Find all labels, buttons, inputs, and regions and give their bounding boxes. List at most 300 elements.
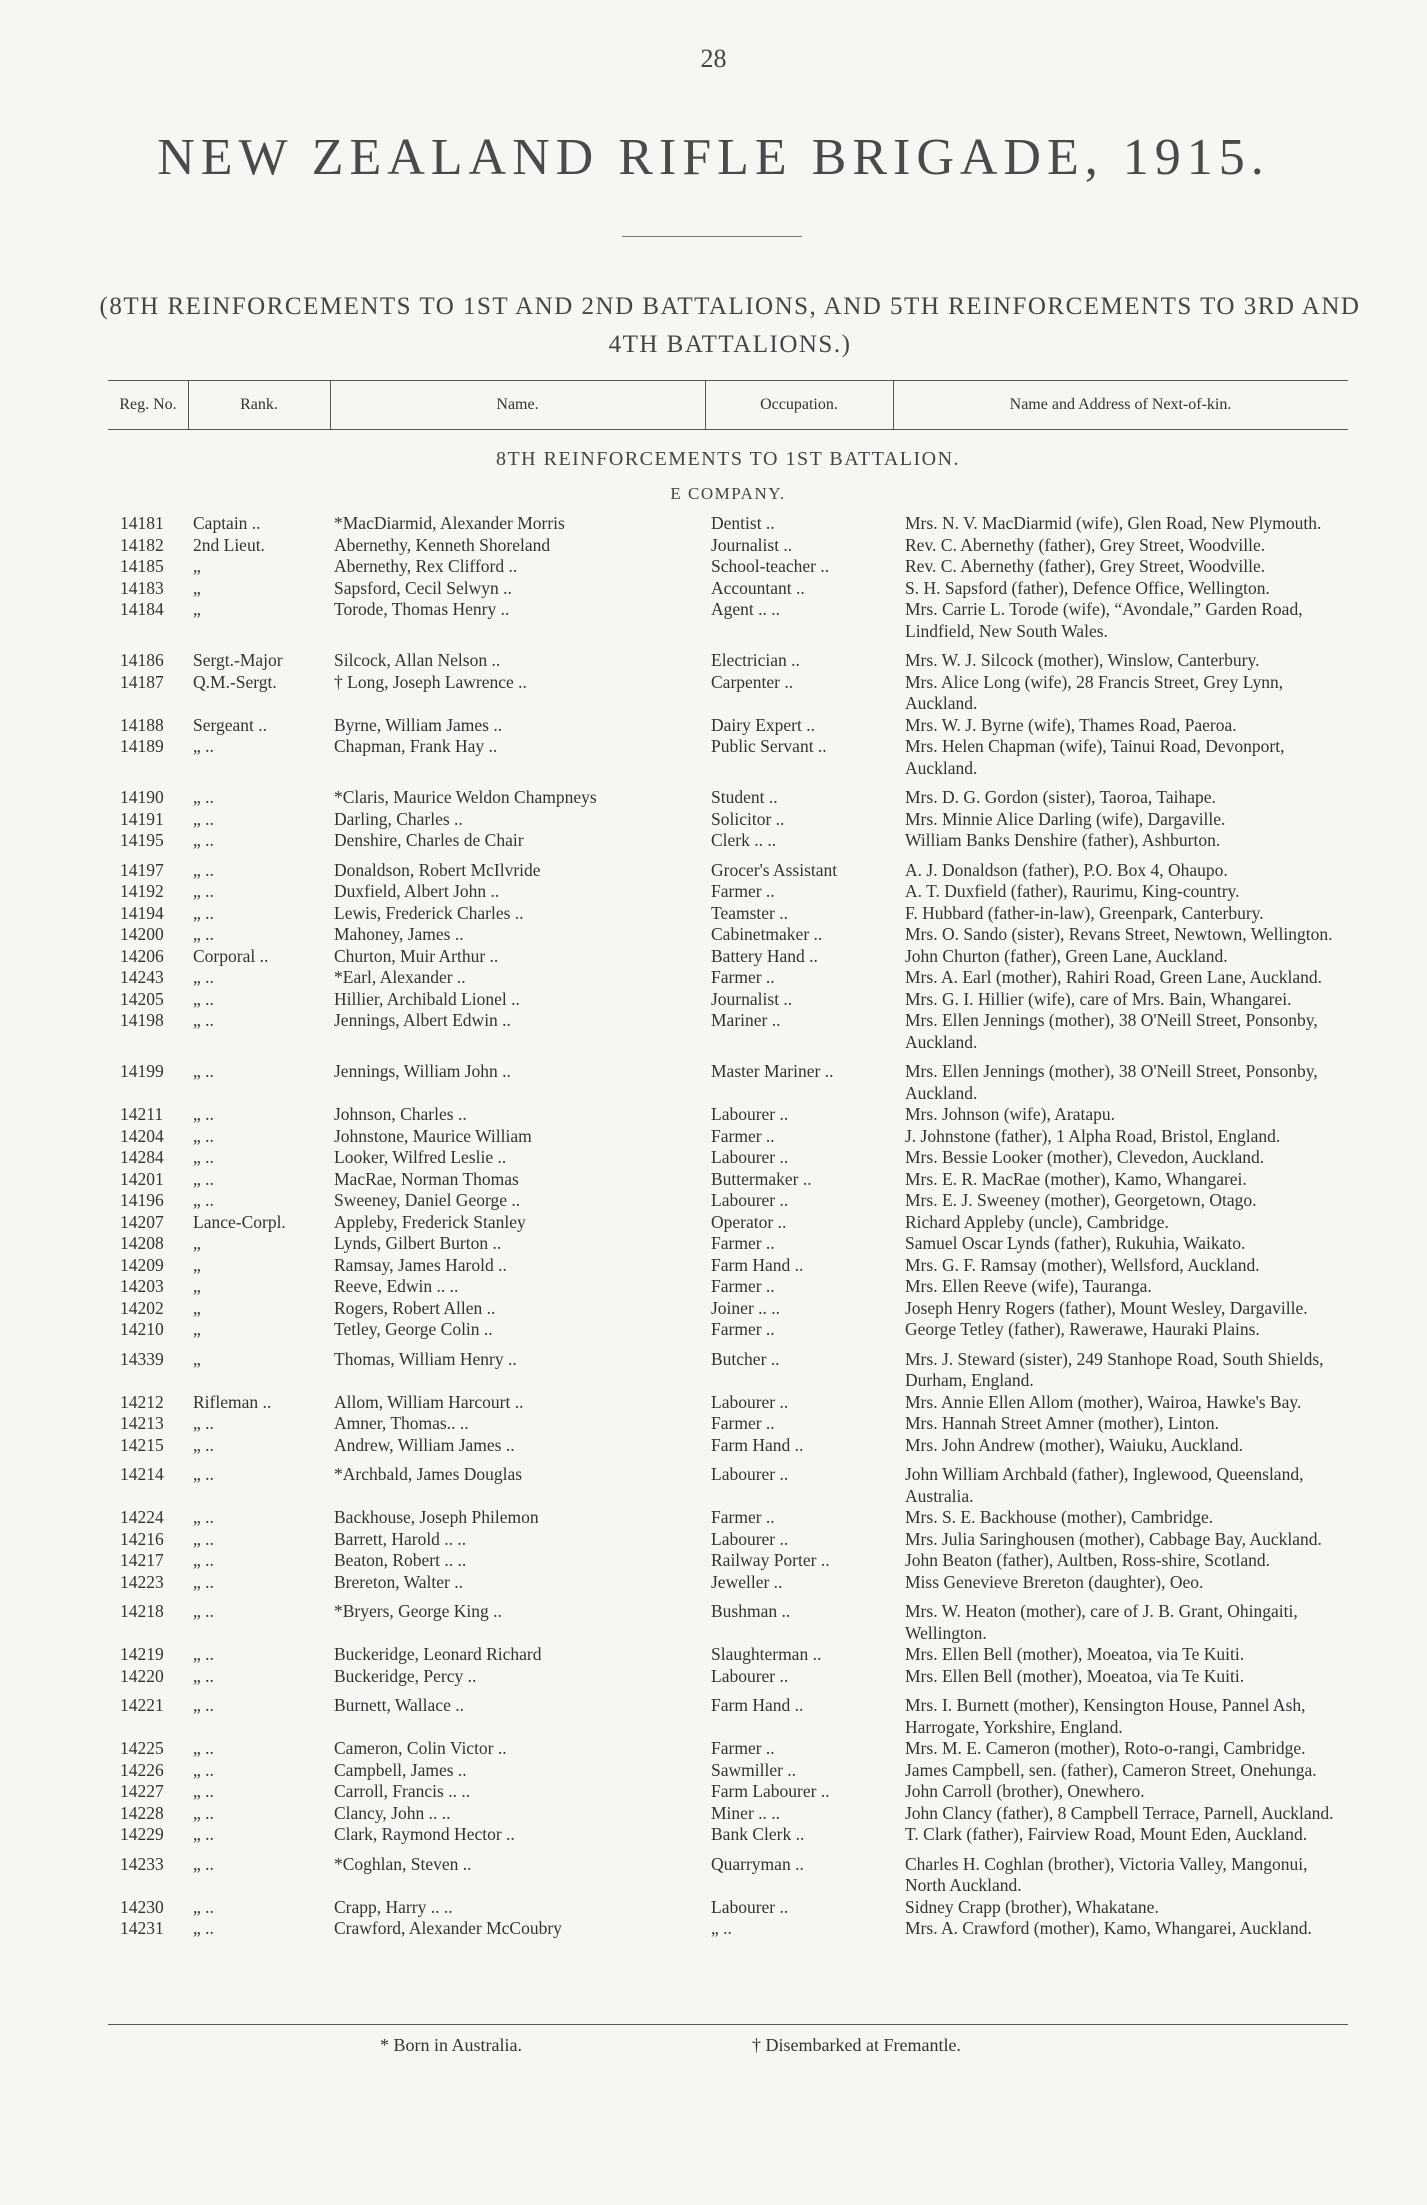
next-of-kin-cell: Mrs. Johnson (wife), Aratapu. <box>905 1104 1115 1124</box>
rank-cell: „ .. <box>193 808 214 829</box>
table-row <box>108 1319 1348 1341</box>
column-header-occupation: Occupation. <box>705 381 894 429</box>
table-row <box>108 672 1348 715</box>
rank-cell: „ <box>193 1233 201 1253</box>
reg-no-cell: 14231 <box>120 1918 164 1938</box>
name-cell: Brereton, Walter .. <box>334 1571 463 1592</box>
rank-cell: Captain .. <box>193 513 261 533</box>
rank-cell: Corporal .. <box>193 945 269 966</box>
table-row <box>108 1824 1348 1846</box>
occupation-cell: Electrician .. <box>711 650 800 670</box>
occupation-cell: Sawmiller .. <box>711 1759 797 1780</box>
next-of-kin-cell: Mrs. W. J. Silcock (mother), Winslow, Canterbury. <box>905 650 1260 670</box>
next-of-kin-cell: Mrs. J. Steward (sister), 249 Stanhope Road, South Shields, Durham, England. <box>905 1348 1324 1390</box>
next-of-kin-cell: Rev. C. Abernethy (father), Grey Street, Woodville. <box>905 534 1266 555</box>
roll-table-body <box>108 513 1348 1940</box>
name-cell: Chapman, Frank Hay .. <box>334 736 498 756</box>
reg-no-cell: 14200 <box>120 924 164 944</box>
reg-no-cell: 14191 <box>120 808 164 829</box>
name-cell: Byrne, William James .. <box>334 714 503 735</box>
name-cell: Jennings, Albert Edwin .. <box>334 1010 511 1030</box>
reg-no-cell: 14186 <box>120 650 164 670</box>
name-cell: Mahoney, James .. <box>334 924 464 944</box>
reg-no-cell: 14217 <box>120 1550 164 1570</box>
occupation-cell: Slaughterman .. <box>711 1644 822 1664</box>
reg-no-cell: 14220 <box>120 1665 164 1686</box>
reg-no-cell: 14226 <box>120 1759 164 1780</box>
next-of-kin-cell: Mrs. G. F. Ramsay (mother), Wellsford, Auckland. <box>905 1254 1260 1275</box>
rank-cell: „ .. <box>193 1918 214 1938</box>
reg-no-cell: 14201 <box>120 1168 164 1189</box>
next-of-kin-cell: Mrs. Bessie Looker (mother), Clevedon, Auckland. <box>905 1147 1265 1167</box>
rank-cell: Q.M.-Sergt. <box>193 671 277 692</box>
page-number: 28 <box>700 44 727 73</box>
occupation-cell: Mariner .. <box>711 1010 781 1030</box>
rank-cell: „ .. <box>193 924 214 944</box>
occupation-cell: Labourer .. <box>711 1391 789 1412</box>
name-cell: Thomas, William Henry .. <box>334 1348 517 1369</box>
name-cell: Carroll, Francis .. .. <box>334 1781 471 1801</box>
reg-no-cell: 14230 <box>120 1896 164 1917</box>
reg-no-cell: 14211 <box>120 1104 164 1124</box>
next-of-kin-cell: Richard Appleby (uncle), Cambridge. <box>905 1211 1169 1232</box>
table-row <box>108 513 1348 535</box>
name-cell: Denshire, Charles de Chair <box>334 830 524 850</box>
occupation-cell: Farmer .. <box>711 967 775 987</box>
reg-no-cell: 14216 <box>120 1528 164 1549</box>
name-cell: Johnstone, Maurice William <box>334 1125 532 1146</box>
next-of-kin-cell: John Churton (father), Green Lane, Auckland. <box>905 945 1228 966</box>
next-of-kin-cell: Mrs. Carrie L. Torode (wife), “Avondale,” Garden Road, Lindfield, New South Wales. <box>905 599 1303 641</box>
name-cell: Rogers, Robert Allen .. <box>334 1297 496 1318</box>
rank-cell: „ <box>193 1297 201 1318</box>
rank-cell: „ .. <box>193 1550 214 1570</box>
table-row <box>108 830 1348 852</box>
next-of-kin-cell: Charles H. Coghlan (brother), Victoria Valley, Mangonui, North Auckland. <box>905 1853 1308 1895</box>
name-cell: Ramsay, James Harold .. <box>334 1254 507 1275</box>
occupation-cell: Labourer .. <box>711 1190 789 1210</box>
rank-cell: „ <box>193 1254 201 1275</box>
rank-cell: „ .. <box>193 859 214 880</box>
occupation-cell: Farm Hand .. <box>711 1695 804 1715</box>
reg-no-cell: 14202 <box>120 1297 164 1318</box>
name-cell: Clancy, John .. .. <box>334 1802 451 1823</box>
name-cell: Lewis, Frederick Charles .. <box>334 902 524 923</box>
rank-cell: „ .. <box>193 1434 214 1455</box>
next-of-kin-cell: Mrs. G. I. Hillier (wife), care of Mrs. Bain, Whangarei. <box>905 988 1292 1009</box>
table-row <box>108 1413 1348 1435</box>
rank-cell: „ .. <box>193 830 214 850</box>
occupation-cell: Battery Hand .. <box>711 945 818 966</box>
page-title: NEW ZEALAND RIFLE BRIGADE, 1915. <box>157 129 1270 186</box>
reg-no-cell: 14233 <box>120 1853 164 1874</box>
table-row <box>108 599 1348 642</box>
footnote-born-australia: * Born in Australia. <box>380 2035 522 2055</box>
name-cell: Donaldson, Robert McIlvride <box>334 859 541 880</box>
occupation-cell: Accountant .. <box>711 577 805 598</box>
table-row <box>108 556 1348 578</box>
rank-cell: „ .. <box>193 1738 214 1758</box>
table-row <box>108 1104 1348 1126</box>
table-row <box>108 1392 1348 1414</box>
next-of-kin-cell: Mrs. D. G. Gordon (sister), Taoroa, Taihape. <box>905 787 1216 807</box>
rank-cell: „ .. <box>193 787 214 807</box>
table-row <box>108 809 1348 831</box>
occupation-cell: Buttermaker .. <box>711 1168 812 1189</box>
name-cell: † Long, Joseph Lawrence .. <box>334 671 527 692</box>
next-of-kin-cell: Mrs. Alice Long (wife), 28 Francis Street, Grey Lynn, Auckland. <box>905 671 1284 713</box>
table-row <box>108 1760 1348 1782</box>
rank-cell: „ .. <box>193 1781 214 1801</box>
reg-no-cell: 14227 <box>120 1781 164 1801</box>
reg-no-cell: 14194 <box>120 902 164 923</box>
occupation-cell: Farm Hand .. <box>711 1254 804 1275</box>
next-of-kin-cell: Mrs. Ellen Bell (mother), Moeatoa, via Te Kuiti. <box>905 1665 1245 1686</box>
name-cell: Torode, Thomas Henry .. <box>334 599 510 619</box>
occupation-cell: Master Mariner .. <box>711 1061 834 1081</box>
occupation-cell: Journalist .. <box>711 988 793 1009</box>
next-of-kin-cell: Samuel Oscar Lynds (father), Rukuhia, Waikato. <box>905 1233 1246 1253</box>
rank-cell: „ .. <box>193 1190 214 1210</box>
rank-cell: „ .. <box>193 1061 214 1081</box>
next-of-kin-cell: John William Archbald (father), Inglewood, Queensland, Australia. <box>905 1464 1304 1506</box>
occupation-cell: Labourer .. <box>711 1528 789 1549</box>
column-header-next-of-kin: Name and Address of Next-of-kin. <box>1009 396 1232 413</box>
next-of-kin-cell: Mrs. W. Heaton (mother), care of J. B. Grant, Ohingaiti, Wellington. <box>905 1601 1298 1643</box>
next-of-kin-cell: A. J. Donaldson (father), P.O. Box 4, Ohaupo. <box>905 859 1228 880</box>
next-of-kin-cell: John Clancy (father), 8 Campbell Terrace, Parnell, Auckland. <box>905 1802 1334 1823</box>
reg-no-cell: 14196 <box>120 1190 164 1210</box>
rank-cell: „ .. <box>193 1601 214 1621</box>
reg-no-cell: 14205 <box>120 988 164 1009</box>
name-cell: Backhouse, Joseph Philemon <box>334 1507 539 1527</box>
rank-cell: „ .. <box>193 902 214 923</box>
name-cell: MacRae, Norman Thomas <box>334 1168 519 1189</box>
next-of-kin-cell: Mrs. E. J. Sweeney (mother), Georgetown, Otago. <box>905 1190 1257 1210</box>
reg-no-cell: 14187 <box>120 671 164 692</box>
name-cell: *Coghlan, Steven .. <box>334 1853 472 1874</box>
reg-no-cell: 14188 <box>120 714 164 735</box>
table-row <box>108 1666 1348 1688</box>
occupation-cell: Farmer .. <box>711 1125 775 1146</box>
table-row <box>108 787 1348 809</box>
name-cell: *Claris, Maurice Weldon Champneys <box>334 787 597 807</box>
occupation-cell: Clerk .. .. <box>711 830 777 850</box>
rank-cell: „ .. <box>193 1168 214 1189</box>
rank-cell: „ <box>193 577 201 598</box>
table-row <box>108 1781 1348 1803</box>
reg-no-cell: 14224 <box>120 1507 164 1527</box>
table-row <box>108 946 1348 968</box>
next-of-kin-cell: Mrs. M. E. Cameron (mother), Roto-o-rangi, Cambridge. <box>905 1738 1306 1758</box>
reg-no-cell: 14199 <box>120 1061 164 1081</box>
table-row <box>108 1147 1348 1169</box>
occupation-cell: Butcher .. <box>711 1348 780 1369</box>
name-cell: Campbell, James .. <box>334 1759 467 1780</box>
name-cell: Sweeney, Daniel George .. <box>334 1190 521 1210</box>
next-of-kin-cell: S. H. Sapsford (father), Defence Office, Wellington. <box>905 577 1270 598</box>
reg-no-cell: 14185 <box>120 556 164 576</box>
occupation-cell: Grocer's Assistant <box>711 859 838 880</box>
occupation-cell: Labourer .. <box>711 1665 789 1686</box>
rank-cell: „ .. <box>193 1010 214 1030</box>
name-cell: Tetley, George Colin .. <box>334 1319 493 1339</box>
reg-no-cell: 14183 <box>120 577 164 598</box>
next-of-kin-cell: Mrs. Ellen Reeve (wife), Tauranga. <box>905 1276 1152 1296</box>
table-row <box>108 1738 1348 1760</box>
next-of-kin-cell: T. Clark (father), Fairview Road, Mount Eden, Auckland. <box>905 1824 1308 1844</box>
reg-no-cell: 14229 <box>120 1824 164 1844</box>
rank-cell: „ .. <box>193 967 214 987</box>
name-cell: Silcock, Allan Nelson .. <box>334 650 501 670</box>
table-row <box>108 1255 1348 1277</box>
occupation-cell: Bank Clerk .. <box>711 1824 805 1844</box>
name-cell: Abernethy, Kenneth Shoreland <box>334 534 551 555</box>
reg-no-cell: 14184 <box>120 599 164 619</box>
name-cell: Reeve, Edwin .. .. <box>334 1276 459 1296</box>
reg-no-cell: 14210 <box>120 1319 164 1339</box>
name-cell: Allom, William Harcourt .. <box>334 1391 524 1412</box>
next-of-kin-cell: Miss Genevieve Brereton (daughter), Oeo. <box>905 1571 1204 1592</box>
table-row <box>108 903 1348 925</box>
next-of-kin-cell: William Banks Denshire (father), Ashburton. <box>905 830 1221 850</box>
occupation-cell: Journalist .. <box>711 534 793 555</box>
rank-cell: „ .. <box>193 1464 214 1484</box>
next-of-kin-cell: Mrs. Annie Ellen Allom (mother), Wairoa, Hawke's Bay. <box>905 1391 1302 1412</box>
reg-no-cell: 14228 <box>120 1802 164 1823</box>
occupation-cell: Quarryman .. <box>711 1853 804 1874</box>
rank-cell: „ .. <box>193 1759 214 1780</box>
next-of-kin-cell: Mrs. A. Earl (mother), Rahiri Road, Green Lane, Auckland. <box>905 967 1322 987</box>
table-row <box>108 1435 1348 1457</box>
rank-cell: „ .. <box>193 1528 214 1549</box>
bottom-rule <box>108 2024 1348 2025</box>
reg-no-cell: 14204 <box>120 1125 164 1146</box>
occupation-cell: Railway Porter .. <box>711 1550 830 1570</box>
name-cell: *Earl, Alexander .. <box>334 967 466 987</box>
rank-cell: Sergeant .. <box>193 714 268 735</box>
table-row <box>108 1803 1348 1825</box>
table-row <box>108 1572 1348 1594</box>
next-of-kin-cell: Joseph Henry Rogers (father), Mount Wesley, Dargaville. <box>905 1297 1308 1318</box>
next-of-kin-cell: Mrs. Ellen Jennings (mother), 38 O'Neill Street, Ponsonby, Auckland. <box>905 1010 1318 1052</box>
name-cell: Andrew, William James .. <box>334 1434 515 1455</box>
table-row <box>108 924 1348 946</box>
rank-cell: „ .. <box>193 1413 214 1433</box>
occupation-cell: Joiner .. .. <box>711 1297 781 1318</box>
table-row <box>108 1464 1348 1507</box>
next-of-kin-cell: George Tetley (father), Rawerawe, Hauraki Plains. <box>905 1319 1260 1339</box>
occupation-cell: Miner .. .. <box>711 1802 781 1823</box>
rank-cell: „ .. <box>193 1125 214 1146</box>
next-of-kin-cell: James Campbell, sen. (father), Cameron Street, Onehunga. <box>905 1759 1317 1780</box>
reg-no-cell: 14190 <box>120 787 164 807</box>
name-cell: Crawford, Alexander McCoubry <box>334 1918 562 1938</box>
reg-no-cell: 14189 <box>120 736 164 756</box>
column-header-reg-no: Reg. No. <box>108 381 189 429</box>
table-row <box>108 860 1348 882</box>
next-of-kin-cell: Mrs. Ellen Bell (mother), Moeatoa, via Te Kuiti. <box>905 1644 1245 1664</box>
name-cell: Looker, Wilfred Leslie .. <box>334 1147 507 1167</box>
next-of-kin-cell: John Beaton (father), Aultben, Ross-shire, Scotland. <box>905 1550 1271 1570</box>
table-row <box>108 1061 1348 1104</box>
reg-no-cell: 14203 <box>120 1276 164 1296</box>
table-row <box>108 1276 1348 1298</box>
name-cell: Sapsford, Cecil Selwyn .. <box>334 577 512 598</box>
reg-no-cell: 14339 <box>120 1348 164 1369</box>
occupation-cell: Labourer .. <box>711 1104 789 1124</box>
occupation-cell: Farmer .. <box>711 1738 775 1758</box>
occupation-cell: Farmer .. <box>711 1507 775 1527</box>
next-of-kin-cell: Mrs. Hannah Street Amner (mother), Linton. <box>905 1413 1219 1433</box>
occupation-cell: Labourer .. <box>711 1147 789 1167</box>
name-cell: Jennings, William John .. <box>334 1061 511 1081</box>
table-row <box>108 650 1348 672</box>
next-of-kin-cell: Sidney Crapp (brother), Whakatane. <box>905 1896 1159 1917</box>
reg-no-cell: 14192 <box>120 881 164 901</box>
reg-no-cell: 14219 <box>120 1644 164 1664</box>
occupation-cell: Solicitor .. <box>711 808 785 829</box>
name-cell: Cameron, Colin Victor .. <box>334 1738 507 1758</box>
reg-no-cell: 14214 <box>120 1464 164 1484</box>
next-of-kin-cell: Mrs. Minnie Alice Darling (wife), Dargaville. <box>905 808 1226 829</box>
rank-cell: Lance-Corpl. <box>193 1211 286 1232</box>
next-of-kin-cell: Mrs. Julia Saringhousen (mother), Cabbage Bay, Auckland. <box>905 1528 1322 1549</box>
next-of-kin-cell: Mrs. N. V. MacDiarmid (wife), Glen Road, New Plymouth. <box>905 513 1322 533</box>
name-cell: Duxfield, Albert John .. <box>334 881 500 901</box>
table-header <box>108 380 1348 430</box>
next-of-kin-cell: Mrs. John Andrew (mother), Waiuku, Auckland. <box>905 1434 1244 1455</box>
occupation-cell: Public Servant .. <box>711 736 827 756</box>
table-row <box>108 1190 1348 1212</box>
name-cell: Beaton, Robert .. .. <box>334 1550 467 1570</box>
name-cell: Appleby, Frederick Stanley <box>334 1211 526 1232</box>
next-of-kin-cell: F. Hubbard (father-in-law), Greenpark, Canterbury. <box>905 902 1264 923</box>
next-of-kin-cell: John Carroll (brother), Onewhero. <box>905 1781 1145 1801</box>
name-cell: Crapp, Harry .. .. <box>334 1896 453 1917</box>
company-title: E COMPANY. <box>670 484 786 503</box>
rank-cell: „ .. <box>193 1853 214 1874</box>
rank-cell: „ .. <box>193 1802 214 1823</box>
rank-cell: Rifleman .. <box>193 1391 272 1412</box>
next-of-kin-cell: Mrs. Ellen Jennings (mother), 38 O'Neill Street, Ponsonby, Auckland. <box>905 1061 1318 1103</box>
reg-no-cell: 14195 <box>120 830 164 850</box>
section-title: 8TH REINFORCEMENTS TO 1ST BATTALION. <box>495 448 961 470</box>
rank-cell: „ <box>193 556 201 576</box>
page-subtitle: (8TH REINFORCEMENTS TO 1ST AND 2ND BATTALIONS, AND 5TH REINFORCEMENTS TO 3RD AND 4TH BATTALIONS.) <box>99 293 1361 358</box>
reg-no-cell: 14198 <box>120 1010 164 1030</box>
reg-no-cell: 14221 <box>120 1695 164 1715</box>
reg-no-cell: 14212 <box>120 1391 164 1412</box>
name-cell: *Bryers, George King .. <box>334 1601 502 1621</box>
next-of-kin-cell: Mrs. I. Burnett (mother), Kensington House, Pannel Ash, Harrogate, Yorkshire, England. <box>905 1695 1306 1737</box>
occupation-cell: Farm Labourer .. <box>711 1781 830 1801</box>
reg-no-cell: 14197 <box>120 859 164 880</box>
table-row <box>108 1897 1348 1919</box>
rank-cell: „ .. <box>193 1104 214 1124</box>
next-of-kin-cell: Mrs. A. Crawford (mother), Kamo, Whangarei, Auckland. <box>905 1918 1312 1938</box>
occupation-cell: Cabinetmaker .. <box>711 924 823 944</box>
name-cell: Darling, Charles .. <box>334 808 463 829</box>
column-header-name: Name. <box>330 381 706 429</box>
table-row <box>108 578 1348 600</box>
name-cell: Clark, Raymond Hector .. <box>334 1824 515 1844</box>
occupation-cell: Farm Hand .. <box>711 1434 804 1455</box>
table-row <box>108 1010 1348 1053</box>
occupation-cell: Farmer .. <box>711 1233 775 1253</box>
rank-cell: „ <box>193 599 201 619</box>
table-row <box>108 1169 1348 1191</box>
table-row <box>108 535 1348 557</box>
name-cell: Lynds, Gilbert Burton .. <box>334 1233 502 1253</box>
reg-no-cell: 14206 <box>120 945 164 966</box>
table-row <box>108 1601 1348 1644</box>
rank-cell: „ .. <box>193 988 214 1009</box>
rank-cell: „ .. <box>193 881 214 901</box>
occupation-cell: Farmer .. <box>711 1413 775 1433</box>
name-cell: Burnett, Wallace .. <box>334 1695 464 1715</box>
table-row <box>108 715 1348 737</box>
name-cell: Barrett, Harold .. .. <box>334 1528 467 1549</box>
table-row <box>108 967 1348 989</box>
table-row <box>108 1854 1348 1897</box>
table-row <box>108 1695 1348 1738</box>
rank-cell: „ .. <box>193 1695 214 1715</box>
next-of-kin-cell: Mrs. S. E. Backhouse (mother), Cambridge. <box>905 1507 1214 1527</box>
reg-no-cell: 14181 <box>120 513 164 533</box>
reg-no-cell: 14207 <box>120 1211 164 1232</box>
name-cell: Buckeridge, Percy .. <box>334 1665 477 1686</box>
occupation-cell: Agent .. .. <box>711 599 781 619</box>
occupation-cell: School-teacher .. <box>711 556 830 576</box>
name-cell: Amner, Thomas.. .. <box>334 1413 469 1433</box>
name-cell: *Archbald, James Douglas <box>334 1464 523 1484</box>
name-cell: Hillier, Archibald Lionel .. <box>334 988 520 1009</box>
occupation-cell: Operator .. <box>711 1211 787 1232</box>
occupation-cell: Farmer .. <box>711 881 775 901</box>
name-cell: Johnson, Charles .. <box>334 1104 467 1124</box>
table-row <box>108 1550 1348 1572</box>
table-row <box>108 736 1348 779</box>
reg-no-cell: 14208 <box>120 1233 164 1253</box>
next-of-kin-cell: A. T. Duxfield (father), Raurimu, King-country. <box>905 881 1240 901</box>
rank-cell: Sergt.-Major <box>193 650 283 670</box>
table-row <box>108 1507 1348 1529</box>
occupation-cell: Labourer .. <box>711 1464 789 1484</box>
next-of-kin-cell: J. Johnstone (father), 1 Alpha Road, Bristol, England. <box>905 1125 1281 1146</box>
occupation-cell: „ .. <box>711 1918 732 1938</box>
reg-no-cell: 14182 <box>120 534 164 555</box>
next-of-kin-cell: Mrs. O. Sando (sister), Revans Street, Newtown, Wellington. <box>905 924 1333 944</box>
reg-no-cell: 14209 <box>120 1254 164 1275</box>
rank-cell: „ .. <box>193 1644 214 1664</box>
rank-cell: „ .. <box>193 1896 214 1917</box>
table-row <box>108 1212 1348 1234</box>
reg-no-cell: 14213 <box>120 1413 164 1433</box>
title-rule <box>622 236 802 237</box>
table-row <box>108 1529 1348 1551</box>
table-row <box>108 1349 1348 1392</box>
occupation-cell: Student .. <box>711 787 778 807</box>
reg-no-cell: 14223 <box>120 1571 164 1592</box>
name-cell: Abernethy, Rex Clifford .. <box>334 556 518 576</box>
occupation-cell: Dentist .. <box>711 513 775 533</box>
reg-no-cell: 14215 <box>120 1434 164 1455</box>
table-row <box>108 1298 1348 1320</box>
table-row <box>108 989 1348 1011</box>
rank-cell: „ .. <box>193 1824 214 1844</box>
rank-cell: „ <box>193 1276 201 1296</box>
